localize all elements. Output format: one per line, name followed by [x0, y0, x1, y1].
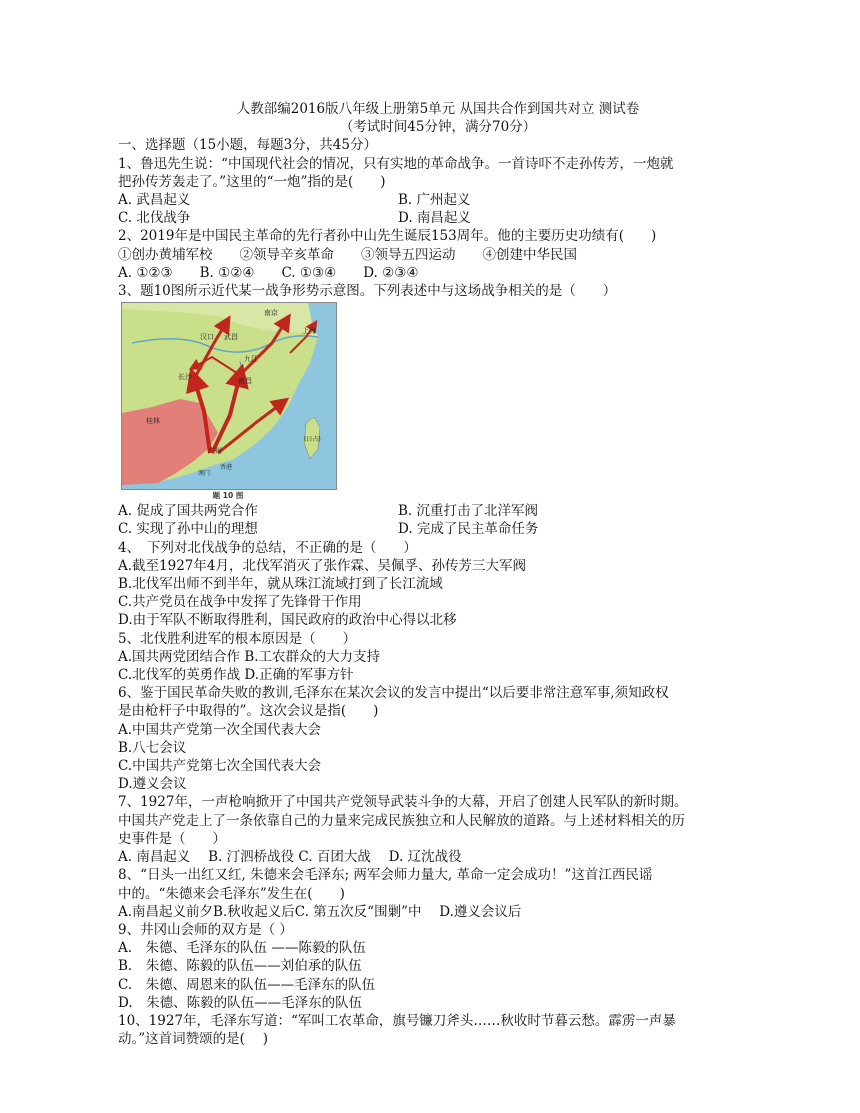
map-label-nanchang: 南昌 — [238, 377, 252, 386]
q7-stem-cont: 中国共产党走上了一条依靠自己的力量来完成民族独立和人民解放的道路。与上述材料相关的历 — [118, 812, 685, 829]
map-label-nanjing: 南京 — [264, 309, 278, 318]
q1-option-d: D. 南昌起义 — [398, 210, 471, 227]
map-label-shanghai: 上海 — [302, 327, 316, 336]
page-title: 人教部编2016版八年级上册第5单元 从国共合作到国共对立 测试卷 — [236, 101, 640, 117]
map-label-changsha: 长沙 — [178, 373, 192, 382]
q7-options: A. 南昌起义 B. 汀泗桥战役 C. 百团大战 D. 辽沈战役 — [118, 849, 462, 866]
q6-option-b: B.八七会议 — [118, 739, 187, 756]
q10-stem: 10、1927年，毛泽东写道：“军叫工农革命，旗号镰刀斧头……秋收时节暮云愁。霹雳一声暴 — [118, 1012, 676, 1029]
map-label-jiujiang: 九江 — [244, 355, 258, 364]
q7-stem: 7、1927年，一声枪响掀开了中国共产党领导武装斗争的大幕，开启了创建人民军队的新时期。 — [118, 794, 688, 811]
q4-option-c: C.共产党员在战争中发挥了先锋骨干作用 — [118, 594, 362, 611]
q8-stem: 8、“日头一出红又红, 朱德来会毛泽东; 两军会师力量大, 革命一定会成功！”这首江西民谣 — [118, 867, 653, 884]
q3-option-b: B. 沉重打击了北洋军阀 — [398, 503, 539, 520]
q4-option-a: A.截至1927年4月，北伐军消灭了张作霖、吴佩孚、孙传芳三大军阀 — [118, 557, 526, 574]
exam-page — [118, 100, 758, 1048]
map-label-guangzhou: 广州 — [208, 447, 222, 456]
q1-options-row2 — [118, 209, 758, 227]
q2-stem: 2、2019年是中国民主革命的先行者孙中山先生诞辰153周年。他的主要历史功绩有( ) — [118, 228, 657, 245]
q2-items: ①创办黄埔军校 ②领导辛亥革命 ③领导五四运动 ④创建中华民国 — [118, 246, 577, 263]
q3-stem: 3、题10图所示近代某一战争形势示意图。下列表述中与这场战争相关的是（ ） — [118, 283, 617, 300]
q1-option-a: A. 武昌起义 — [118, 192, 191, 209]
q9-option-c: C. 朱德、周恩来的队伍——毛泽东的队伍 — [118, 976, 376, 993]
q7-stem-cont2: 史事件是（ ） — [118, 830, 226, 847]
war-map-svg — [122, 303, 336, 489]
q5-stem: 5、北伐胜利进军的根本原因是（ ） — [118, 630, 357, 647]
map-label-hankou: 汉口 — [200, 333, 214, 342]
q1-stem: 1、鲁迅先生说：“中国现代社会的情况，只有实地的革命战争。一首诗吓不走孙传芳，一炮就 — [118, 155, 674, 172]
map-label-guilin: 桂林 — [146, 417, 160, 426]
map-label-japan-occupied: (日占) — [304, 436, 321, 444]
q3-option-a: A. 促成了国共两党合作 — [118, 503, 258, 520]
q6-option-c: C.中国共产党第七次全国代表大会 — [118, 758, 322, 775]
q6-option-d: D.遵义会议 — [118, 776, 187, 793]
q5-options-cd: C.北伐军的英勇作战 D.正确的军事方针 — [118, 667, 354, 684]
map-label-wuchang: 武昌 — [224, 333, 238, 342]
map-label-aomen: 澳门 — [198, 470, 211, 478]
section-heading: 一、选择题（15小题，每题3分，共45分） — [118, 137, 377, 154]
q3-options-row2 — [118, 520, 758, 538]
page-subtitle: （考试时间45分钟，满分70分） — [339, 119, 537, 136]
q1-option-b: B. 广州起义 — [398, 192, 471, 209]
q9-option-d: D. 朱德、陈毅的队伍——毛泽东的队伍 — [118, 994, 363, 1011]
q6-stem-cont: 是由枪杆子中取得的”。这次会议是指( ) — [118, 703, 379, 720]
q8-options: A.南昌起义前夕B.秋收起义后C. 第五次反“围剿”中 D.遵义会议后 — [118, 903, 522, 920]
q5-options-ab: A.国共两党团结合作 B.工农群众的大力支持 — [118, 648, 381, 665]
q2-options: A. ①②③ B. ①②④ C. ①③④ D. ②③④ — [118, 264, 419, 281]
q10-stem-cont: 动。”这首词赞颂的是( ) — [118, 1031, 268, 1048]
war-map-image — [121, 302, 337, 490]
q8-stem-cont: 中的。“朱德来会毛泽东”发生在( ) — [118, 885, 345, 902]
map-caption: 题 10 图 — [212, 491, 244, 501]
q1-options-row1 — [118, 191, 758, 209]
q3-options-row1 — [118, 502, 758, 520]
q4-option-d: D.由于军队不断取得胜利，国民政府的政治中心得以北移 — [118, 612, 457, 629]
q4-option-b: B.北伐军出师不到半年，就从珠江流域打到了长江流域 — [118, 576, 443, 593]
q3-option-c: C. 实现了孙中山的理想 — [118, 521, 258, 538]
q3-option-d: D. 完成了民主革命任务 — [398, 521, 539, 538]
q9-option-a: A. 朱德、毛泽东的队伍 ——陈毅的队伍 — [118, 940, 366, 957]
q9-stem: 9、井冈山会师的双方是（ ） — [118, 921, 293, 938]
q6-option-a: A.中国共产党第一次全国代表大会 — [118, 721, 322, 738]
map-label-hongkong: 香港 — [220, 464, 233, 472]
q4-stem: 4、 下列对北伐战争的总结，不正确的是（ ） — [118, 539, 417, 556]
q6-stem: 6、鉴于国民革命失败的教训,毛泽东在某次会议的发言中提出“以后要非常注意军事,须知政权 — [118, 685, 669, 702]
q1-stem-cont: 把孙传芳轰走了。”这里的“一炮”指的是( ) — [118, 173, 386, 190]
q9-option-b: B. 朱德、陈毅的队伍——刘伯承的队伍 — [118, 958, 362, 975]
q1-option-c: C. 北伐战争 — [118, 210, 191, 227]
